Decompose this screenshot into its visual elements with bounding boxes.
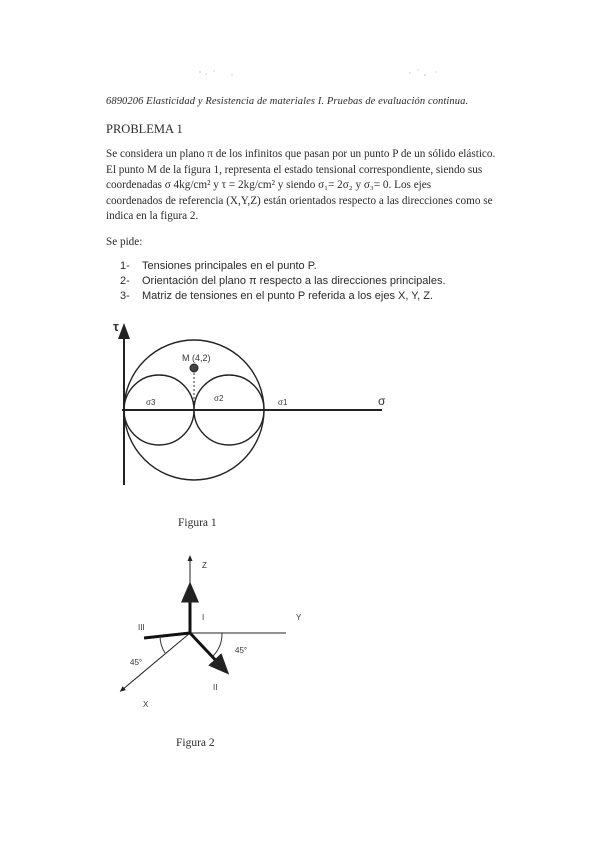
figure2-caption: Figura 2 (176, 737, 215, 749)
scan-noise (0, 0, 600, 90)
direction-II-label: II (213, 683, 218, 692)
x-axis-label: X (143, 700, 149, 709)
angle-right-label: 45° (235, 646, 248, 655)
problem-statement (106, 147, 502, 225)
axes-orientation-figure (110, 550, 340, 715)
z-axis-label: Z (202, 561, 207, 570)
direction-I-label: I (202, 613, 205, 622)
question-text: Orientación del plano π respecto a las direcciones principales. (142, 275, 446, 287)
point-m (190, 364, 198, 372)
tau-axis-label: τ (113, 319, 119, 334)
angle-arc-left (160, 636, 165, 653)
course-header: 6890206 Elasticidad y Resistencia de materiales I. Pruebas de evaluación continua. (106, 96, 469, 107)
question-number: 2- (120, 275, 130, 287)
question-number: 1- (120, 260, 130, 272)
problem-title: PROBLEMA 1 (106, 122, 183, 136)
sigma3-label: σ3 (146, 398, 156, 407)
direction-III-label: III (138, 623, 145, 632)
se-pide-label: Se pide: (106, 236, 143, 248)
question-list (120, 259, 446, 304)
statement-line: indica en la figura 2. (106, 210, 199, 222)
angle-arc-right (213, 633, 222, 656)
direction-III-arrow (144, 633, 190, 638)
sigma-axis-label: σ (378, 394, 386, 408)
statement-line: coordenadas σ 4kg/cm² y τ = 2kg/cm² y siendo σ₁= 2σ₂ y σ₃= 0. Los ejes (106, 179, 432, 191)
mohr-circle-figure (100, 315, 400, 505)
question-text: Tensiones principales en el punto P. (142, 260, 317, 272)
statement-line: coordenados de referencia (X,Y,Z) están orientados respecto a las direcciones como se (106, 194, 493, 207)
sigma2-label: σ2 (214, 394, 224, 403)
question-item (120, 289, 446, 304)
point-m-label: M (4,2) (182, 353, 211, 363)
question-text: Matriz de tensiones en el punto P referida a los ejes X, Y, Z. (142, 290, 434, 302)
y-axis-label: Y (296, 613, 302, 622)
question-number: 3- (120, 290, 130, 302)
statement-line: Se considera un plano π de los infinitos que pasan por un punto P de un sólido elástico. (106, 148, 496, 160)
figure1-caption: Figura 1 (178, 517, 217, 529)
question-item (120, 274, 446, 289)
sigma1-label: σ1 (278, 398, 288, 407)
statement-line: El punto M de la figura 1, representa el estado tensional correspondiente, siendo sus (106, 163, 483, 176)
angle-left-label: 45° (130, 658, 143, 667)
question-item (120, 259, 446, 274)
